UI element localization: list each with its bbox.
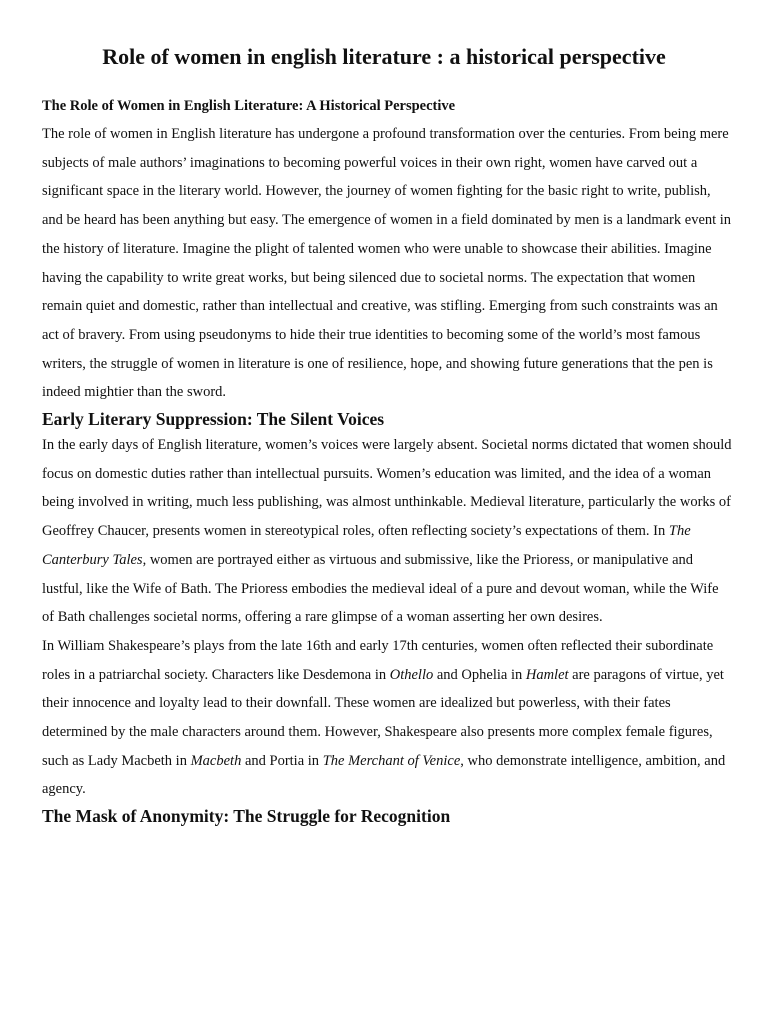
paragraph-chaucer — [42, 431, 732, 632]
paragraph-text: are paragons of virtue, yet their innocence and loyalty lead to their downfall. These women are idealized but powerless, with their fates determined by the male characters around them. However, Shakespeare also presents more complex female figures, such as Lady Macbeth in — [42, 666, 724, 769]
document-body — [42, 96, 732, 828]
paragraph-text: In William Shakespeare’s plays from the late 16th and early 17th centuries, women often reflected their subordinate roles in a patriarchal society. Characters like Desdemona in — [42, 637, 714, 683]
paragraph-text: , who demonstrate intelligence, ambition, and agency. — [42, 752, 726, 798]
paragraph-shakespeare — [42, 632, 732, 804]
work-title-canterbury-tales: The Canterbury Tales — [42, 523, 691, 568]
paragraph-text: and Portia in — [241, 752, 323, 769]
work-title-merchant-of-venice: The Merchant of Venice — [322, 752, 461, 769]
intro-paragraph: The role of women in English literature has undergone a profound transformation over the centuries. From being mere subjects of male authors’ imaginations to becoming powerful voices in their own right, women have carved out a significant space in the literary world. However, the journey of women fighting for the basic right to write, publish, and be heard has been anything but easy. The emergence of women in a field dominated by men is a landmark event in the history of literature. Imagine the plight of talented women who were unable to showcase their abilities. Imagine having the capability to write great works, but being silenced due to societal norms. The expectation that women remain quiet and domestic, rather than intellectual and creative, was stifling. Emerging from such constraints was an act of bravery. From using pseudonyms to hide their true identities to becoming some of the world’s most famous writers, the struggle of women in literature is one of resilience, hope, and showing future generations that the pen is indeed mightier than the sword. — [42, 126, 732, 401]
paragraph-text: In the early days of English literature, women’s voices were largely absent. Societal norms dictated that women should focus on domestic duties rather than intellectual pursuits. Women’s education was limited, and the idea of a woman being involved in writing, much less publishing, was almost unthinkable. Medieval literature, particularly the works of Geoffrey Chaucer, presents women in stereotypical roles, often reflecting society’s expectations of them. In — [42, 437, 732, 540]
paragraph-text: and Ophelia in — [433, 666, 526, 683]
intro-heading: The Role of Women in English Literature: A Historical Perspective — [42, 98, 456, 114]
work-title-othello: Othello — [389, 666, 434, 683]
work-title-macbeth: Macbeth — [190, 752, 242, 769]
paragraph-text: , women are portrayed either as virtuous and submissive, like the Prioress, or manipulative and lustful, like the Wife of Bath. The Prioress embodies the medieval ideal of a pure and devout woman, while the Wife of Bath challenges societal norms, offering a rare glimpse of a woman asserting her own desires. — [42, 551, 719, 626]
section-heading-early-suppression: Early Literary Suppression: The Silent Voices — [42, 409, 385, 430]
document-title: Role of women in english literature : a historical perspective — [102, 44, 666, 69]
work-title-hamlet: Hamlet — [525, 666, 569, 683]
section-heading-mask-of-anonymity: The Mask of Anonymity: The Struggle for Recognition — [42, 806, 451, 827]
